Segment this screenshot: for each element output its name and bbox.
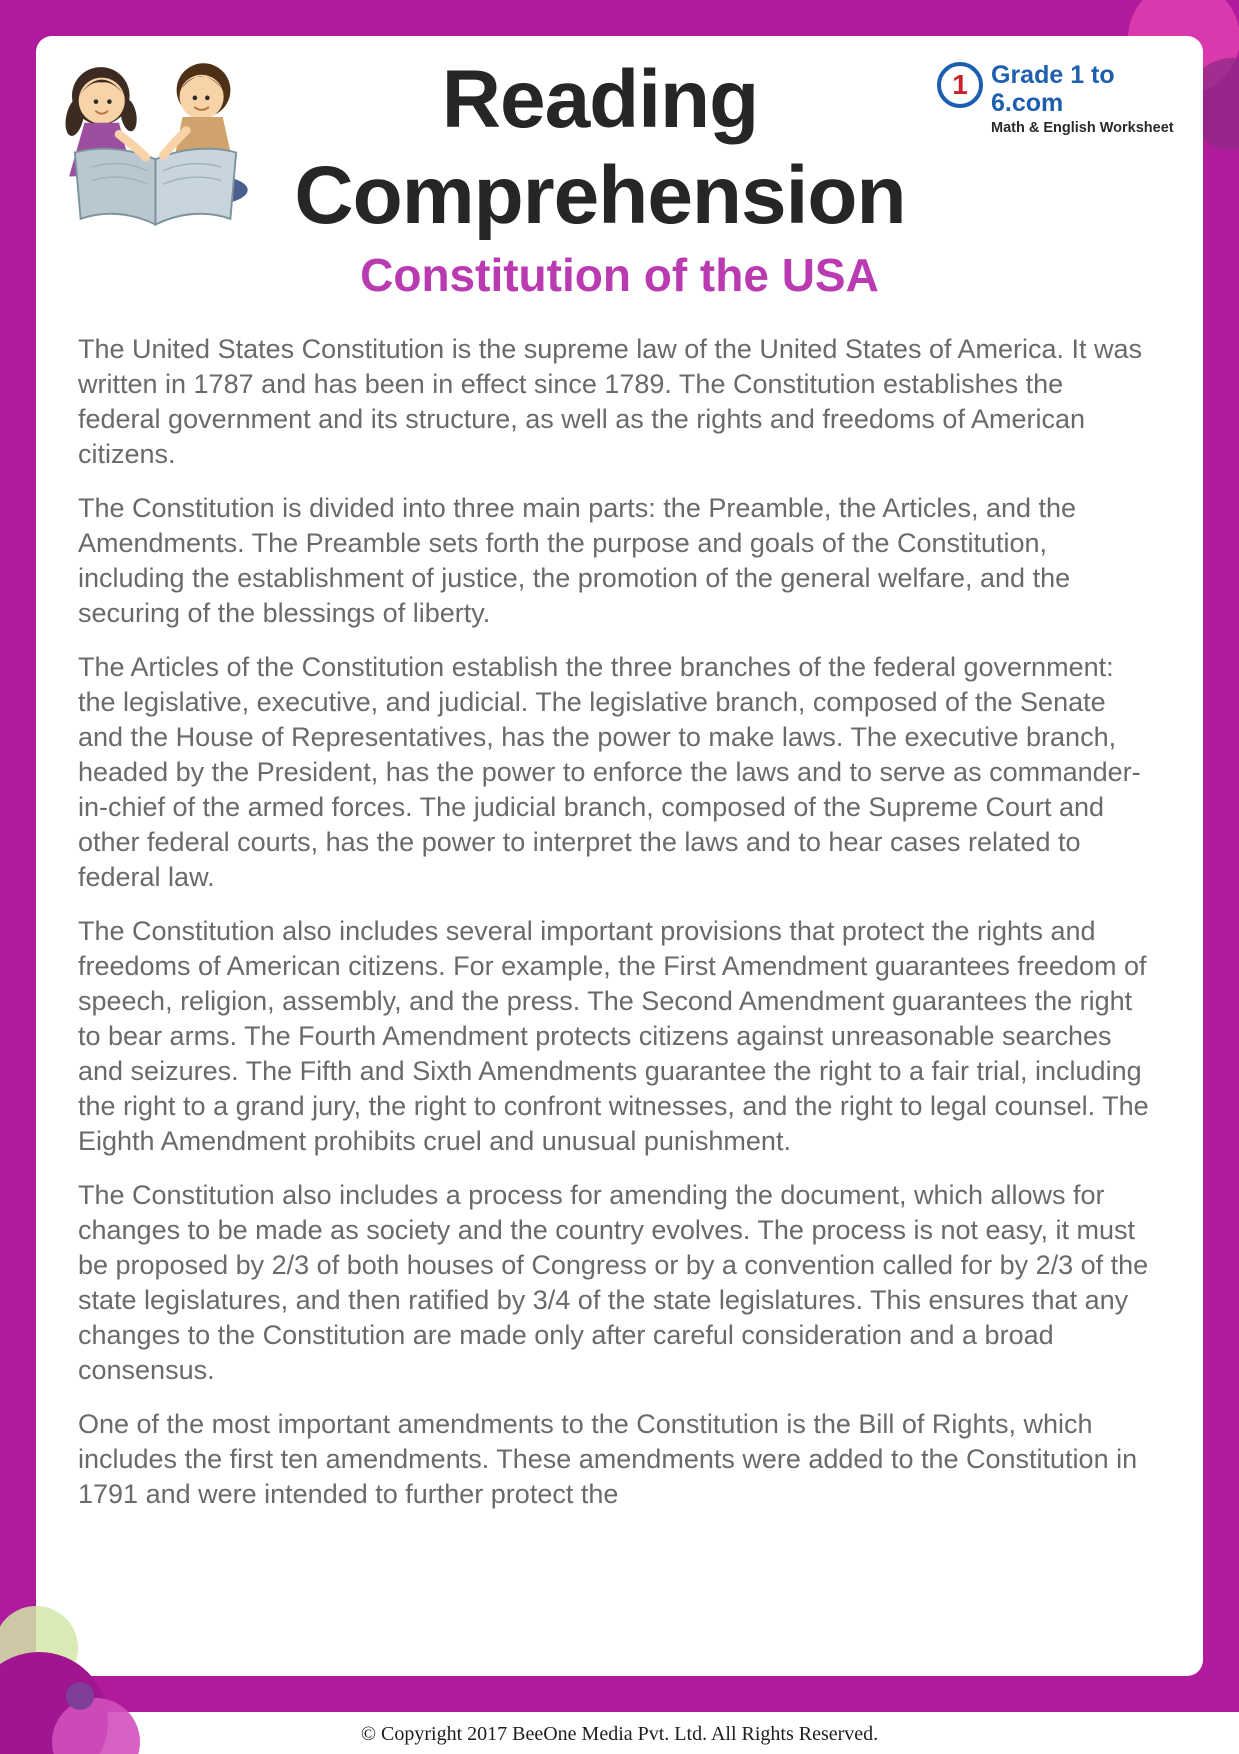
paragraph: The Articles of the Constitution establish the three branches of the federal government: the legislative, executive, and judicial. The legislative branch, composed of the Senate and the House of Representatives, has the power to make laws. The executive branch, headed by the President, has the power to enforce the laws and to serve as commander-in-chief of the armed forces. The judicial branch, composed of the Supreme Court and other federal courts, has the power to interpret the laws and to hear cases related to federal law. — [78, 651, 1141, 892]
logo-site-name: Grade 1 to 6.com — [991, 61, 1115, 117]
site-logo — [937, 46, 1187, 136]
logo-tagline: Math & English Worksheet — [991, 120, 1174, 136]
logo-glyph-icon: 1 — [937, 62, 983, 108]
paragraph: The Constitution also includes several important provisions that protect the rights and freedoms of American citizens. For example, the First Amendment guarantees freedom of speech, religion, assembly, and the press. The Second Amendment guarantees the right to bear arms. The Fourth Amendment protects citizens against unreasonable searches and seizures. The Fifth and Sixth Amendments guarantee the right to a fair trial, including the right to a grand jury, the right to confront witnesses, and the right to legal counsel. The Eighth Amendment prohibits cruel and unusual punishment. — [78, 915, 1149, 1156]
copyright-line: © Copyright 2017 BeeOne Media Pvt. Ltd. All Rights Reserved. — [360, 1723, 879, 1745]
content-panel — [36, 36, 1203, 1676]
paragraph: The Constitution also includes a process for amending the document, which allows for changes to be made as society and the country evolves. The process is not easy, it must be proposed by 2/3 of both houses of Congress or by a convention called for by 2/3 of the state legislatures, and then ratified by 3/4 of the state legislatures. This ensures that any changes to the Constitution are made only after careful consideration and a broad consensus. — [78, 1179, 1149, 1385]
page-title — [263, 46, 937, 244]
worksheet-subtitle: Constitution of the USA — [360, 248, 879, 301]
paragraph: The United States Constitution is the supreme law of the United States of America. It was written in 1787 and has been in effect since 1789. The Constitution establishes the federal government and its structure, as well as the rights and freedoms of American citizens. — [78, 333, 1143, 469]
header — [36, 36, 1203, 244]
title-line-2: Comprehension — [294, 149, 906, 241]
paragraph: The Constitution is divided into three main parts: the Preamble, the Articles, and the Amendments. The Preamble sets forth the purpose and goals of the Constitution, including the establishment of justice, the promotion of the general welfare, and the securing of the blessings of liberty. — [78, 492, 1077, 628]
kids-reading-illustration — [48, 46, 263, 238]
paragraph: One of the most important amendments to the Constitution is the Bill of Rights, which includes the first ten amendments. These amendments were added to the Constitution in 1791 and were intended to further protect the — [78, 1408, 1138, 1509]
decorative-circle-bottom-left-3 — [66, 1682, 94, 1710]
title-line-1: Reading — [441, 54, 759, 145]
logo-text — [991, 62, 1187, 136]
reading-passage — [36, 326, 1203, 1512]
